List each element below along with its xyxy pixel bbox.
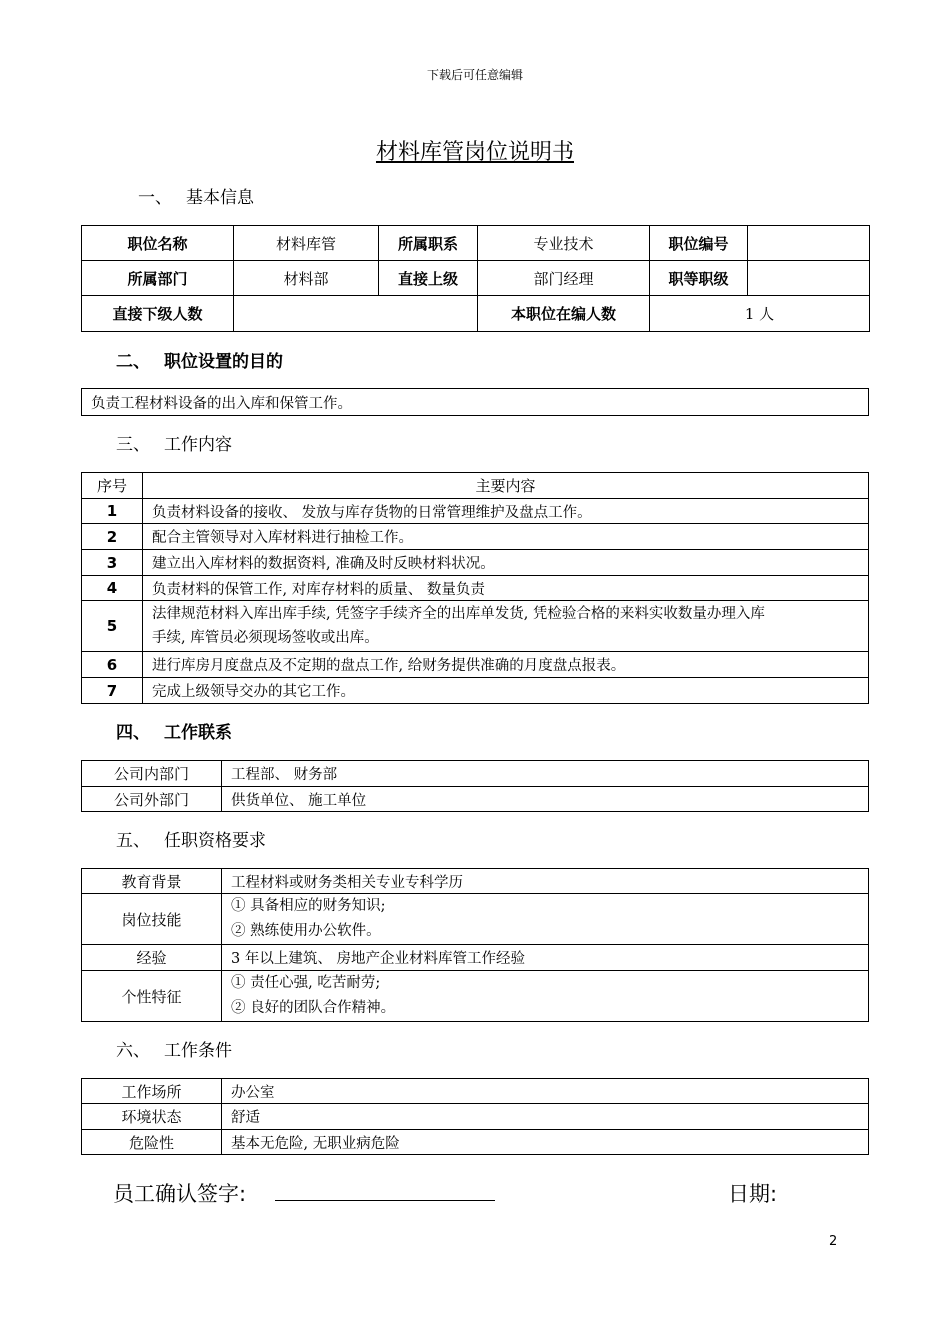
label-headcount: 本职位在编人数	[478, 296, 650, 332]
table-row	[82, 652, 869, 678]
row-number: 6	[82, 652, 143, 678]
section-number: 四、	[116, 723, 150, 743]
header-content: 主要内容	[143, 473, 869, 499]
condition-label: 工作场所	[82, 1079, 222, 1104]
section-number: 五、	[116, 831, 150, 851]
label-position-name: 职位名称	[82, 226, 234, 261]
relation-label: 公司外部门	[82, 787, 222, 812]
value-subordinates	[234, 296, 478, 332]
signature-label: 员工确认签字:	[113, 1182, 247, 1206]
row-content: 负责材料的保管工作, 对库存材料的质量、 数量负责	[143, 576, 869, 601]
label-department: 所属部门	[82, 261, 234, 296]
row-number: 4	[82, 576, 143, 601]
qual-label: 教育背景	[82, 869, 222, 894]
table-row	[82, 576, 869, 601]
label-position-code: 职位编号	[650, 226, 748, 261]
table-row	[82, 787, 869, 812]
table-row	[82, 499, 869, 524]
row-content: 建立出入库材料的数据资料, 准确及时反映材料状况。	[143, 550, 869, 576]
row-number: 3	[82, 550, 143, 576]
page-header-note: 下载后可任意编辑	[426, 68, 523, 82]
qual-line: ② 熟练使用办公软件。	[231, 923, 381, 939]
section-title: 任职资格要求	[164, 831, 266, 851]
row-content: 配合主管领导对入库材料进行抽检工作。	[143, 524, 869, 550]
condition-value: 办公室	[222, 1079, 869, 1104]
value-job-family: 专业技术	[478, 226, 650, 261]
section-number: 六、	[116, 1041, 150, 1061]
section-number: 三、	[116, 435, 150, 455]
label-subordinates: 直接下级人数	[82, 296, 234, 332]
table-row	[82, 524, 869, 550]
header-seq: 序号	[82, 473, 143, 499]
purpose-text: 负责工程材料设备的出入库和保管工作。	[82, 389, 869, 416]
qual-value: 工程材料或财务类相关专业专科学历	[222, 869, 869, 894]
section-heading-6	[116, 1036, 232, 1061]
section-heading-3	[116, 430, 232, 455]
qual-value	[222, 971, 869, 1022]
work-content-table	[81, 472, 869, 704]
table-row	[82, 971, 869, 1022]
value-headcount: 1 人	[650, 296, 870, 332]
section-heading-2	[116, 347, 283, 372]
row-content: 完成上级领导交办的其它工作。	[143, 678, 869, 704]
relation-label: 公司内部门	[82, 761, 222, 787]
qual-value: 3 年以上建筑、 房地产企业材料库管工作经验	[222, 945, 869, 971]
qual-value	[222, 894, 869, 945]
row-content: 负责材料设备的接收、 发放与库存货物的日常管理维护及盘点工作。	[143, 499, 869, 524]
relation-value: 供货单位、 施工单位	[222, 787, 869, 812]
condition-label: 环境状态	[82, 1104, 222, 1130]
conditions-table	[81, 1078, 869, 1155]
table-row	[82, 1104, 869, 1130]
value-position-code	[748, 226, 870, 261]
row-content-line: 法律规范材料入库出库手续, 凭签字手续齐全的出库单发货, 凭检验合格的来料实收数量办理入库	[152, 606, 765, 622]
table-row	[82, 869, 869, 894]
label-job-family: 所属职系	[379, 226, 478, 261]
basic-info-table	[81, 225, 870, 332]
qual-label: 岗位技能	[82, 894, 222, 945]
label-grade: 职等职级	[650, 261, 748, 296]
table-row	[82, 1130, 869, 1155]
table-row	[82, 1079, 869, 1104]
section-title: 工作联系	[164, 723, 232, 743]
row-content-line: 手续, 库管员必须现场签收或出库。	[152, 630, 379, 646]
condition-value: 基本无危险, 无职业病危险	[222, 1130, 869, 1155]
relation-value: 工程部、 财务部	[222, 761, 869, 787]
table-row	[82, 945, 869, 971]
document-title: 材料库管岗位说明书	[375, 140, 574, 165]
condition-value: 舒适	[222, 1104, 869, 1130]
table-row	[82, 601, 869, 652]
section-heading-4	[116, 718, 232, 743]
relations-table	[81, 760, 869, 812]
value-grade	[748, 261, 870, 296]
row-number: 1	[82, 499, 143, 524]
condition-label: 危险性	[82, 1130, 222, 1155]
table-row	[82, 550, 869, 576]
value-position-name: 材料库管	[234, 226, 379, 261]
qual-label: 个性特征	[82, 971, 222, 1022]
value-supervisor: 部门经理	[478, 261, 650, 296]
qual-line: ② 良好的团队合作精神。	[231, 1000, 396, 1016]
qual-line: ① 具备相应的财务知识;	[231, 898, 386, 914]
date-label: 日期:	[728, 1182, 778, 1206]
section-heading-5	[116, 826, 266, 851]
page-number: 2	[829, 1234, 838, 1249]
section-title: 工作条件	[164, 1041, 232, 1061]
section-title: 职位设置的目的	[164, 352, 283, 372]
signature-line[interactable]	[275, 1200, 495, 1201]
table-row	[82, 894, 869, 945]
qualifications-table	[81, 868, 869, 1022]
section-title: 工作内容	[164, 435, 232, 455]
purpose-table	[81, 388, 869, 416]
row-number: 2	[82, 524, 143, 550]
section-number: 一、	[138, 188, 172, 208]
row-content: 进行库房月度盘点及不定期的盘点工作, 给财务提供准确的月度盘点报表。	[143, 652, 869, 678]
table-row	[82, 761, 869, 787]
qual-line: ① 责任心强, 吃苦耐劳;	[231, 975, 381, 991]
value-department: 材料部	[234, 261, 379, 296]
section-number: 二、	[116, 352, 150, 372]
label-supervisor: 直接上级	[379, 261, 478, 296]
row-number: 7	[82, 678, 143, 704]
qual-label: 经验	[82, 945, 222, 971]
section-heading-1	[138, 183, 254, 208]
section-title: 基本信息	[186, 188, 254, 208]
row-content	[143, 601, 869, 652]
table-row	[82, 678, 869, 704]
row-number: 5	[82, 601, 143, 652]
